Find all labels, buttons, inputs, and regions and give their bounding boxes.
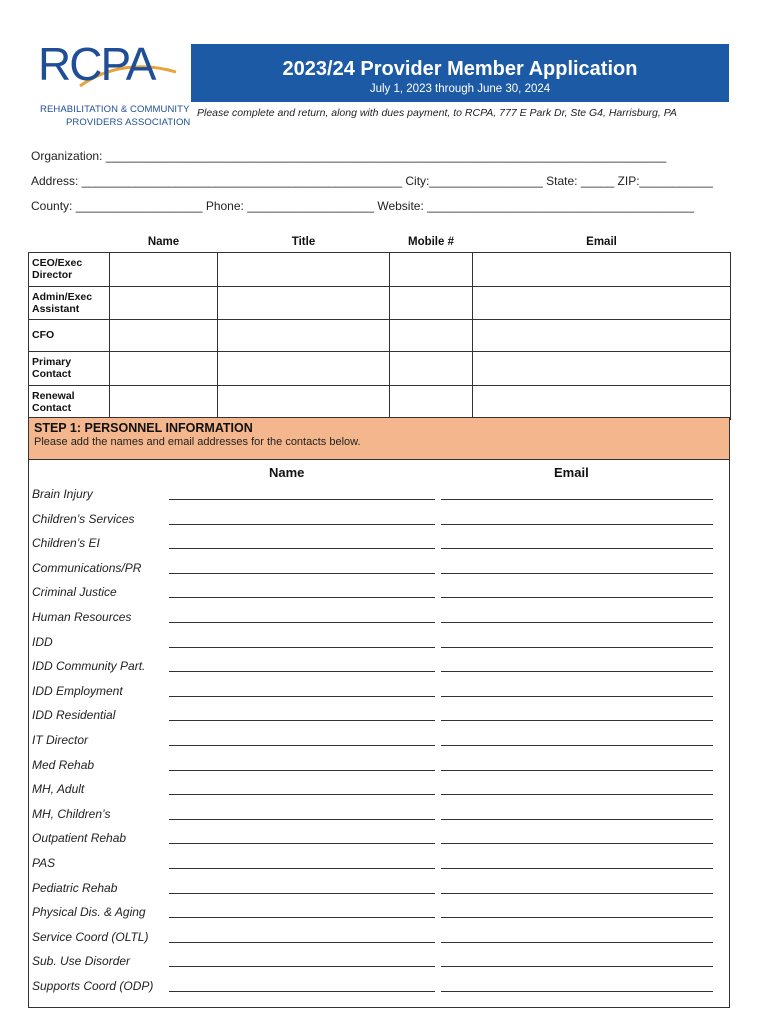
row-label: CEO/Exec Director bbox=[29, 252, 110, 286]
contact-email-field[interactable] bbox=[441, 868, 713, 869]
contact-role-label: IDD bbox=[32, 634, 53, 649]
mobile-cell[interactable] bbox=[390, 252, 473, 286]
list-item bbox=[29, 510, 729, 534]
address-field[interactable]: Address: ________________________________________________ City:_________________ State: _____ ZIP:___________ bbox=[31, 174, 713, 188]
email-cell[interactable] bbox=[473, 286, 731, 319]
col-header-blank bbox=[29, 232, 110, 252]
logo-line2: PROVIDERS ASSOCIATION bbox=[66, 117, 191, 128]
contact-role-label: Children’s Services bbox=[32, 511, 135, 526]
contact-email-field[interactable] bbox=[441, 696, 713, 697]
mobile-cell[interactable] bbox=[390, 351, 473, 385]
table-row bbox=[29, 286, 731, 319]
table-row bbox=[29, 319, 731, 351]
contact-name-field[interactable] bbox=[169, 794, 435, 795]
list-item bbox=[29, 756, 729, 780]
county-field[interactable]: County: ___________________ Phone: ___________________ Website: ________________________________________ bbox=[31, 199, 695, 213]
list-item bbox=[29, 583, 729, 607]
contact-email-field[interactable] bbox=[441, 548, 713, 549]
name-cell[interactable] bbox=[110, 286, 218, 319]
contact-role-label: IT Director bbox=[32, 733, 89, 747]
title-cell[interactable] bbox=[218, 286, 390, 319]
title-cell[interactable] bbox=[218, 385, 390, 419]
list-item bbox=[29, 534, 729, 558]
contact-email-field[interactable] bbox=[441, 573, 713, 574]
contact-role-label: Sub. Use Disorder bbox=[32, 954, 131, 969]
list-item bbox=[29, 706, 729, 730]
contact-role-label: IDD Employment bbox=[32, 683, 123, 698]
contact-name-field[interactable] bbox=[169, 696, 435, 697]
col-header-name: Name bbox=[147, 235, 180, 248]
contact-role-label: Brain Injury bbox=[32, 487, 93, 501]
name-cell[interactable] bbox=[110, 252, 218, 286]
organization-field[interactable]: Organization: ____________________________________________________________________________________ bbox=[31, 149, 667, 163]
contact-name-field[interactable] bbox=[169, 622, 435, 623]
contact-name-field[interactable] bbox=[169, 991, 435, 992]
email-cell[interactable] bbox=[473, 252, 731, 286]
contact-role-label: MH, Children’s bbox=[32, 806, 111, 821]
contact-name-field[interactable] bbox=[169, 966, 435, 967]
contact-name-field[interactable] bbox=[169, 843, 435, 844]
table-row bbox=[29, 385, 731, 419]
contact-email-field[interactable] bbox=[441, 843, 713, 844]
list-item bbox=[29, 928, 729, 952]
contact-role-label: Criminal Justice bbox=[32, 585, 117, 600]
list-item bbox=[29, 829, 729, 853]
contact-email-field[interactable] bbox=[441, 499, 713, 500]
row-label: Admin/Exec Assistant bbox=[29, 286, 110, 319]
personnel-table bbox=[28, 232, 731, 420]
contact-role-label: PAS bbox=[32, 856, 56, 870]
list-item bbox=[29, 633, 729, 657]
step-title: STEP 1: PERSONNEL INFORMATION bbox=[34, 421, 253, 435]
list-item bbox=[29, 854, 729, 878]
contact-email-field[interactable] bbox=[441, 991, 713, 992]
contact-name-field[interactable] bbox=[169, 868, 435, 869]
page-subtitle: July 1, 2023 through June 30, 2024 bbox=[369, 83, 551, 95]
name-cell[interactable] bbox=[110, 319, 218, 351]
col-header-email: Email bbox=[586, 235, 617, 248]
title-cell[interactable] bbox=[218, 252, 390, 286]
logo-line1: REHABILITATION & COMMUNITY bbox=[40, 104, 190, 115]
title-cell[interactable] bbox=[218, 351, 390, 385]
list-item bbox=[29, 977, 729, 1001]
contact-email-field[interactable] bbox=[441, 917, 713, 918]
contact-email-field[interactable] bbox=[441, 819, 713, 820]
contact-name-field[interactable] bbox=[169, 524, 435, 525]
contact-email-field[interactable] bbox=[441, 794, 713, 795]
list-item bbox=[29, 682, 729, 706]
contact-email-field[interactable] bbox=[441, 745, 713, 746]
contact-role-label: IDD Residential bbox=[32, 708, 116, 723]
row-label: Primary Contact bbox=[29, 351, 110, 385]
contact-role-label: Outpatient Rehab bbox=[32, 831, 127, 846]
mobile-cell[interactable] bbox=[390, 319, 473, 351]
col-header-mobile: Mobile # bbox=[407, 235, 454, 248]
contact-email-field[interactable] bbox=[441, 720, 713, 721]
list-item bbox=[29, 485, 729, 509]
contact-email-field[interactable] bbox=[441, 966, 713, 967]
email-cell[interactable] bbox=[473, 319, 731, 351]
list-item bbox=[29, 780, 729, 804]
contact-name-field[interactable] bbox=[169, 770, 435, 771]
mobile-cell[interactable] bbox=[390, 286, 473, 319]
contacts-section bbox=[28, 460, 730, 1008]
page-title: 2023/24 Provider Member Application bbox=[282, 58, 638, 80]
step-1-banner bbox=[28, 417, 730, 460]
contact-role-label: Supports Coord (ODP) bbox=[32, 979, 154, 993]
list-item bbox=[29, 657, 729, 681]
contact-name-field[interactable] bbox=[169, 597, 435, 598]
contact-role-label: Human Resources bbox=[32, 610, 132, 624]
contact-name-field[interactable] bbox=[169, 720, 435, 721]
contact-email-field[interactable] bbox=[441, 524, 713, 525]
list-item bbox=[29, 559, 729, 583]
contact-email-field[interactable] bbox=[441, 893, 713, 894]
name-cell[interactable] bbox=[110, 385, 218, 419]
row-label: Renewal Contact bbox=[29, 385, 110, 419]
contact-email-field[interactable] bbox=[441, 647, 713, 648]
contact-name-field[interactable] bbox=[169, 942, 435, 943]
email-cell[interactable] bbox=[473, 385, 731, 419]
table-row bbox=[29, 351, 731, 385]
contact-name-field[interactable] bbox=[169, 917, 435, 918]
table-row bbox=[29, 252, 731, 286]
contact-name-field[interactable] bbox=[169, 548, 435, 549]
contact-role-label: MH, Adult bbox=[32, 782, 85, 797]
contact-role-label: Communications/PR bbox=[32, 560, 142, 575]
title-cell[interactable] bbox=[218, 319, 390, 351]
contact-role-label: Med Rehab bbox=[32, 757, 95, 772]
contact-email-field[interactable] bbox=[441, 942, 713, 943]
contacts-email-header: Email bbox=[554, 465, 589, 480]
rcpa-logo bbox=[38, 38, 191, 132]
contact-role-label: IDD Community Part. bbox=[32, 659, 146, 674]
contact-name-field[interactable] bbox=[169, 893, 435, 894]
contact-name-field[interactable] bbox=[169, 745, 435, 746]
email-cell[interactable] bbox=[473, 351, 731, 385]
list-item bbox=[29, 879, 729, 903]
contacts-name-header: Name bbox=[269, 465, 305, 480]
step-subtitle: Please add the names and email addresses for the contacts below. bbox=[34, 436, 361, 448]
instructions-text: Please complete and return, along with dues payment, to RCPA, 777 E Park Dr, Ste G4, Harrisburg, PA bbox=[197, 107, 677, 119]
header-banner bbox=[191, 44, 729, 102]
mobile-cell[interactable] bbox=[390, 385, 473, 419]
contact-name-field[interactable] bbox=[169, 573, 435, 574]
contact-email-field[interactable] bbox=[441, 622, 713, 623]
contact-name-field[interactable] bbox=[169, 499, 435, 500]
contact-email-field[interactable] bbox=[441, 770, 713, 771]
contact-name-field[interactable] bbox=[169, 647, 435, 648]
contact-name-field[interactable] bbox=[169, 819, 435, 820]
contact-email-field[interactable] bbox=[441, 671, 713, 672]
name-cell[interactable] bbox=[110, 351, 218, 385]
col-header-title: Title bbox=[291, 235, 316, 248]
contact-role-label: Physical Dis. & Aging bbox=[32, 905, 146, 920]
list-item bbox=[29, 608, 729, 632]
contact-role-label: Children’s EI bbox=[32, 536, 100, 551]
contact-role-label: Service Coord (OLTL) bbox=[32, 929, 149, 944]
list-item bbox=[29, 731, 729, 755]
list-item bbox=[29, 903, 729, 927]
row-label: CFO bbox=[29, 319, 110, 351]
logo-mark: RCPA bbox=[38, 38, 155, 90]
contact-role-label: Pediatric Rehab bbox=[32, 880, 118, 895]
list-item bbox=[29, 805, 729, 829]
contact-email-field[interactable] bbox=[441, 597, 713, 598]
contact-name-field[interactable] bbox=[169, 671, 435, 672]
list-item bbox=[29, 952, 729, 976]
